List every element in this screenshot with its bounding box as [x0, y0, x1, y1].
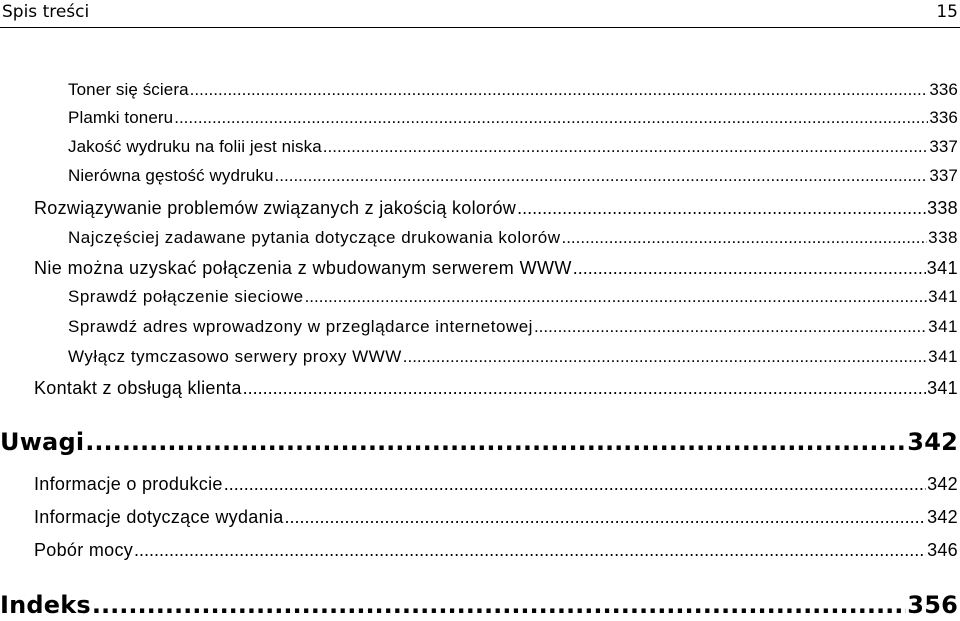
toc-entry[interactable]: [34, 378, 958, 399]
toc-entry-label: Kontakt z obsługą klienta: [34, 378, 242, 398]
toc-entry[interactable]: [34, 507, 958, 528]
toc-entry[interactable]: [68, 287, 958, 307]
toc-entry-page: 337: [929, 166, 958, 185]
toc-entry-label: Nie można uzyskać połączenia z wbudowanym serwerem WWW: [34, 258, 572, 278]
dot-leader: [517, 198, 926, 219]
dot-leader: [323, 137, 929, 157]
toc-entry-label: Informacje o produkcie: [34, 474, 223, 494]
toc-entry-page: 336: [929, 108, 958, 127]
dot-leader: [305, 287, 928, 307]
toc-entry-page: 341: [927, 378, 958, 398]
dot-leader: [285, 507, 927, 528]
toc-entry-label: Plamki toneru: [68, 108, 174, 127]
toc-entry[interactable]: [68, 108, 958, 128]
toc-entry-label: Wyłącz tymczasowo serwery proxy WWW: [68, 347, 402, 366]
dot-leader: [275, 166, 929, 186]
toc-chapter-label: Uwagi: [0, 428, 85, 456]
toc-chapter-page: 342: [907, 428, 958, 456]
toc-entry[interactable]: [34, 198, 958, 219]
toc-entry-page: 338: [928, 228, 958, 247]
page-header: [0, 0, 960, 28]
dot-leader: [561, 228, 927, 248]
dot-leader: [134, 540, 926, 561]
toc-entry[interactable]: [34, 474, 958, 495]
dot-leader: [174, 108, 928, 128]
toc-entry-label: Nierówna gęstość wydruku: [68, 166, 274, 185]
toc-entry-page: 341: [926, 258, 958, 278]
dot-leader: [403, 347, 927, 367]
dot-leader: [534, 317, 927, 337]
toc-entry-label: Sprawdź połączenie sieciowe: [68, 287, 304, 306]
toc-entry-page: 342: [927, 474, 958, 494]
dot-leader: [224, 474, 926, 495]
toc-chapter-page: 356: [907, 591, 958, 619]
toc-entry-label: Jakość wydruku na folii jest niska: [68, 137, 322, 156]
toc-entry-page: 336: [929, 80, 958, 99]
toc-entry[interactable]: [68, 137, 958, 157]
toc-entry[interactable]: [68, 228, 958, 248]
toc-entry[interactable]: [68, 80, 958, 100]
toc-chapter[interactable]: [0, 428, 958, 456]
dot-leader: [92, 591, 906, 619]
toc-entry-page: 342: [927, 507, 958, 527]
dot-leader: [190, 80, 929, 100]
toc-entry-page: 338: [927, 198, 958, 218]
toc-entry-label: Toner się ściera: [68, 80, 189, 99]
dot-leader: [243, 378, 926, 399]
toc-entry[interactable]: [68, 347, 958, 367]
toc-chapter-label: Indeks: [0, 591, 91, 619]
toc-entry-page: 346: [927, 540, 958, 560]
toc-entry-label: Sprawdź adres wprowadzony w przeglądarce internetowej: [68, 317, 533, 336]
page-number: 15: [936, 2, 958, 22]
toc-entry[interactable]: [68, 166, 958, 186]
toc-entry[interactable]: [34, 540, 958, 561]
section-title: Spis treści: [2, 2, 90, 22]
dot-leader: [573, 258, 926, 279]
toc-entry[interactable]: [34, 258, 958, 279]
toc-entry-label: Rozwiązywanie problemów związanych z jakością kolorów: [34, 198, 517, 218]
dot-leader: [85, 428, 906, 456]
toc-entry-page: 341: [928, 317, 958, 336]
toc-entry-page: 341: [928, 287, 958, 306]
toc-entry-label: Informacje dotyczące wydania: [34, 507, 284, 527]
toc-entry-page: 341: [928, 347, 958, 366]
toc-entry[interactable]: [68, 317, 958, 337]
toc-entry-label: Najczęściej zadawane pytania dotyczące drukowania kolorów: [68, 228, 561, 247]
toc-entry-label: Pobór mocy: [34, 540, 134, 560]
toc-chapter[interactable]: [0, 591, 958, 619]
toc-entry-page: 337: [929, 137, 958, 156]
